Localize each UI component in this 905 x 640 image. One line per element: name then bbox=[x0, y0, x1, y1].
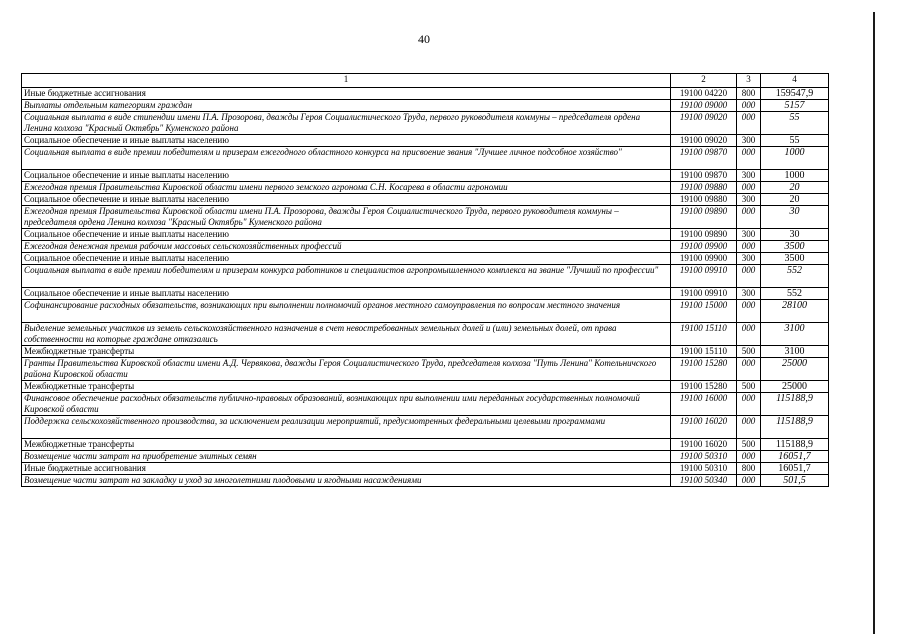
row-name-cell: Иные бюджетные ассигнования bbox=[22, 88, 671, 100]
row-code-cell: 19100 09910 bbox=[671, 288, 737, 300]
row-amount-cell: 16051,7 bbox=[761, 451, 829, 463]
table-row bbox=[22, 323, 829, 346]
row-amount-cell: 25000 bbox=[761, 381, 829, 393]
row-name-cell: Выплаты отдельным категориям граждан bbox=[22, 100, 671, 112]
row-amount-cell: 3100 bbox=[761, 323, 829, 346]
table-row bbox=[22, 358, 829, 381]
row-name-cell: Возмещение части затрат на закладку и уход за многолетними плодовыми и ягодными насаждениями bbox=[22, 475, 671, 487]
row-type-cell: 000 bbox=[737, 112, 761, 135]
row-amount-cell: 20 bbox=[761, 194, 829, 206]
table-row bbox=[22, 170, 829, 182]
table-row bbox=[22, 100, 829, 112]
row-code-cell: 19100 09880 bbox=[671, 194, 737, 206]
row-name-cell: Поддержка сельскохозяйственного производства, за исключением реализации мероприятий, предусмотренных федеральными целевыми программами bbox=[22, 416, 671, 439]
row-code-cell: 19100 15000 bbox=[671, 300, 737, 323]
row-code-cell: 19100 09020 bbox=[671, 135, 737, 147]
row-type-cell: 000 bbox=[737, 241, 761, 253]
table-row bbox=[22, 135, 829, 147]
row-code-cell: 19100 50310 bbox=[671, 463, 737, 475]
row-amount-cell: 552 bbox=[761, 265, 829, 288]
row-type-cell: 000 bbox=[737, 358, 761, 381]
row-name-cell: Софинансирование расходных обязательств, возникающих при выполнении полномочий органов местного самоуправления по вопросам местного значения bbox=[22, 300, 671, 323]
row-code-cell: 19100 09900 bbox=[671, 241, 737, 253]
row-code-cell: 19100 04220 bbox=[671, 88, 737, 100]
row-code-cell: 19100 09890 bbox=[671, 229, 737, 241]
row-name-cell: Гранты Правительства Кировской области имени А.Д. Червякова, дважды Героя Социалистического Труда, председателя колхоза "Путь Ленина" Котельничского района Кировской области bbox=[22, 358, 671, 381]
row-code-cell: 19100 16020 bbox=[671, 416, 737, 439]
table-header-row bbox=[22, 74, 829, 88]
header-col-4: 4 bbox=[761, 74, 829, 88]
row-name-cell: Социальная выплата в виде премии победителям и призерам ежегодного областного конкурса на присвоение звания "Лучшее личное подсобное хозяйство" bbox=[22, 147, 671, 170]
row-amount-cell: 1000 bbox=[761, 147, 829, 170]
row-name-cell: Социальная выплата в виде стипендии имени П.А. Прозорова, дважды Героя Социалистического Труда, первого руководителя коммуны – председателя ордена Ленина колхоза "Красный Октябрь" Куменского района bbox=[22, 112, 671, 135]
row-type-cell: 500 bbox=[737, 381, 761, 393]
row-name-cell: Финансовое обеспечение расходных обязательств публично-правовых образований, возникающих при выполнении ими переданных государственных полномочий Кировской области bbox=[22, 393, 671, 416]
row-type-cell: 000 bbox=[737, 393, 761, 416]
table-row bbox=[22, 112, 829, 135]
table-row bbox=[22, 346, 829, 358]
row-amount-cell: 3100 bbox=[761, 346, 829, 358]
row-code-cell: 19100 16000 bbox=[671, 393, 737, 416]
row-type-cell: 800 bbox=[737, 463, 761, 475]
row-type-cell: 000 bbox=[737, 206, 761, 229]
table-row bbox=[22, 194, 829, 206]
row-code-cell: 19100 09890 bbox=[671, 206, 737, 229]
row-code-cell: 19100 09900 bbox=[671, 253, 737, 265]
row-code-cell: 19100 09000 bbox=[671, 100, 737, 112]
row-amount-cell: 16051,7 bbox=[761, 463, 829, 475]
row-type-cell: 500 bbox=[737, 346, 761, 358]
table-row bbox=[22, 463, 829, 475]
row-type-cell: 300 bbox=[737, 288, 761, 300]
row-name-cell: Ежегодная премия Правительства Кировской области имени первого земского агронома С.Н. Косарева в области агрономии bbox=[22, 182, 671, 194]
row-type-cell: 800 bbox=[737, 88, 761, 100]
row-code-cell: 19100 09870 bbox=[671, 147, 737, 170]
table-body bbox=[22, 88, 829, 487]
page-number: 40 bbox=[418, 32, 430, 46]
budget-table-container bbox=[21, 73, 829, 487]
row-type-cell: 000 bbox=[737, 147, 761, 170]
row-code-cell: 19100 15280 bbox=[671, 358, 737, 381]
header-col-2: 2 bbox=[671, 74, 737, 88]
row-type-cell: 300 bbox=[737, 229, 761, 241]
row-code-cell: 19100 15110 bbox=[671, 323, 737, 346]
row-name-cell: Ежегодная денежная премия рабочим массовых сельскохозяйственных профессий bbox=[22, 241, 671, 253]
row-code-cell: 19100 15110 bbox=[671, 346, 737, 358]
row-type-cell: 000 bbox=[737, 451, 761, 463]
row-name-cell: Межбюджетные трансферты bbox=[22, 346, 671, 358]
row-code-cell: 19100 09020 bbox=[671, 112, 737, 135]
table-row bbox=[22, 300, 829, 323]
table-row bbox=[22, 241, 829, 253]
row-name-cell: Возмещение части затрат на приобретение элитных семян bbox=[22, 451, 671, 463]
row-amount-cell: 552 bbox=[761, 288, 829, 300]
row-name-cell: Социальное обеспечение и иные выплаты населению bbox=[22, 170, 671, 182]
row-name-cell: Социальная выплата в виде премии победителям и призерам конкурса работников и специалистов агропромышленного комплекса на звание "Лучший по профессии" bbox=[22, 265, 671, 288]
row-amount-cell: 115188,9 bbox=[761, 439, 829, 451]
row-name-cell: Социальное обеспечение и иные выплаты населению bbox=[22, 229, 671, 241]
row-amount-cell: 25000 bbox=[761, 358, 829, 381]
row-type-cell: 000 bbox=[737, 323, 761, 346]
row-name-cell: Межбюджетные трансферты bbox=[22, 439, 671, 451]
table-row bbox=[22, 416, 829, 439]
row-name-cell: Социальное обеспечение и иные выплаты населению bbox=[22, 135, 671, 147]
table-row bbox=[22, 147, 829, 170]
row-name-cell: Ежегодная премия Правительства Кировской области имени П.А. Прозорова, дважды Героя Социалистического Труда, первого руководителя коммуны – председателя ордена Ленина колхоза "Красный Октябрь" Куменского района bbox=[22, 206, 671, 229]
row-code-cell: 19100 50340 bbox=[671, 475, 737, 487]
table-row bbox=[22, 393, 829, 416]
row-amount-cell: 55 bbox=[761, 135, 829, 147]
row-type-cell: 000 bbox=[737, 300, 761, 323]
row-amount-cell: 501,5 bbox=[761, 475, 829, 487]
row-amount-cell: 30 bbox=[761, 229, 829, 241]
table-row bbox=[22, 381, 829, 393]
table-row bbox=[22, 253, 829, 265]
table-row bbox=[22, 288, 829, 300]
table-row bbox=[22, 475, 829, 487]
row-type-cell: 000 bbox=[737, 100, 761, 112]
row-amount-cell: 159547,9 bbox=[761, 88, 829, 100]
row-amount-cell: 115188,9 bbox=[761, 393, 829, 416]
row-amount-cell: 30 bbox=[761, 206, 829, 229]
budget-table bbox=[21, 73, 829, 487]
row-type-cell: 300 bbox=[737, 135, 761, 147]
row-amount-cell: 1000 bbox=[761, 170, 829, 182]
row-code-cell: 19100 16020 bbox=[671, 439, 737, 451]
row-amount-cell: 55 bbox=[761, 112, 829, 135]
row-type-cell: 000 bbox=[737, 475, 761, 487]
row-name-cell: Иные бюджетные ассигнования bbox=[22, 463, 671, 475]
row-code-cell: 19100 09870 bbox=[671, 170, 737, 182]
table-row bbox=[22, 265, 829, 288]
table-row bbox=[22, 182, 829, 194]
row-amount-cell: 28100 bbox=[761, 300, 829, 323]
row-code-cell: 19100 15280 bbox=[671, 381, 737, 393]
row-type-cell: 000 bbox=[737, 265, 761, 288]
row-type-cell: 000 bbox=[737, 416, 761, 439]
row-type-cell: 500 bbox=[737, 439, 761, 451]
row-name-cell: Выделение земельных участков из земель сельскохозяйственного назначения в счет невостребованных земельных долей и (или) земельных долей, от права собственности на которые граждане отказались bbox=[22, 323, 671, 346]
row-amount-cell: 115188,9 bbox=[761, 416, 829, 439]
row-name-cell: Социальное обеспечение и иные выплаты населению bbox=[22, 288, 671, 300]
row-name-cell: Социальное обеспечение и иные выплаты населению bbox=[22, 194, 671, 206]
table-row bbox=[22, 88, 829, 100]
table-row bbox=[22, 206, 829, 229]
row-type-cell: 000 bbox=[737, 182, 761, 194]
table-row bbox=[22, 229, 829, 241]
table-row bbox=[22, 451, 829, 463]
header-col-1: 1 bbox=[22, 74, 671, 88]
row-type-cell: 300 bbox=[737, 194, 761, 206]
row-amount-cell: 3500 bbox=[761, 241, 829, 253]
header-col-3: 3 bbox=[737, 74, 761, 88]
table-row bbox=[22, 439, 829, 451]
row-code-cell: 19100 09910 bbox=[671, 265, 737, 288]
row-name-cell: Межбюджетные трансферты bbox=[22, 381, 671, 393]
row-type-cell: 300 bbox=[737, 170, 761, 182]
row-type-cell: 300 bbox=[737, 253, 761, 265]
row-amount-cell: 3500 bbox=[761, 253, 829, 265]
row-amount-cell: 20 bbox=[761, 182, 829, 194]
row-code-cell: 19100 50310 bbox=[671, 451, 737, 463]
row-code-cell: 19100 09880 bbox=[671, 182, 737, 194]
page-edge-rule bbox=[873, 12, 875, 634]
row-amount-cell: 5157 bbox=[761, 100, 829, 112]
row-name-cell: Социальное обеспечение и иные выплаты населению bbox=[22, 253, 671, 265]
